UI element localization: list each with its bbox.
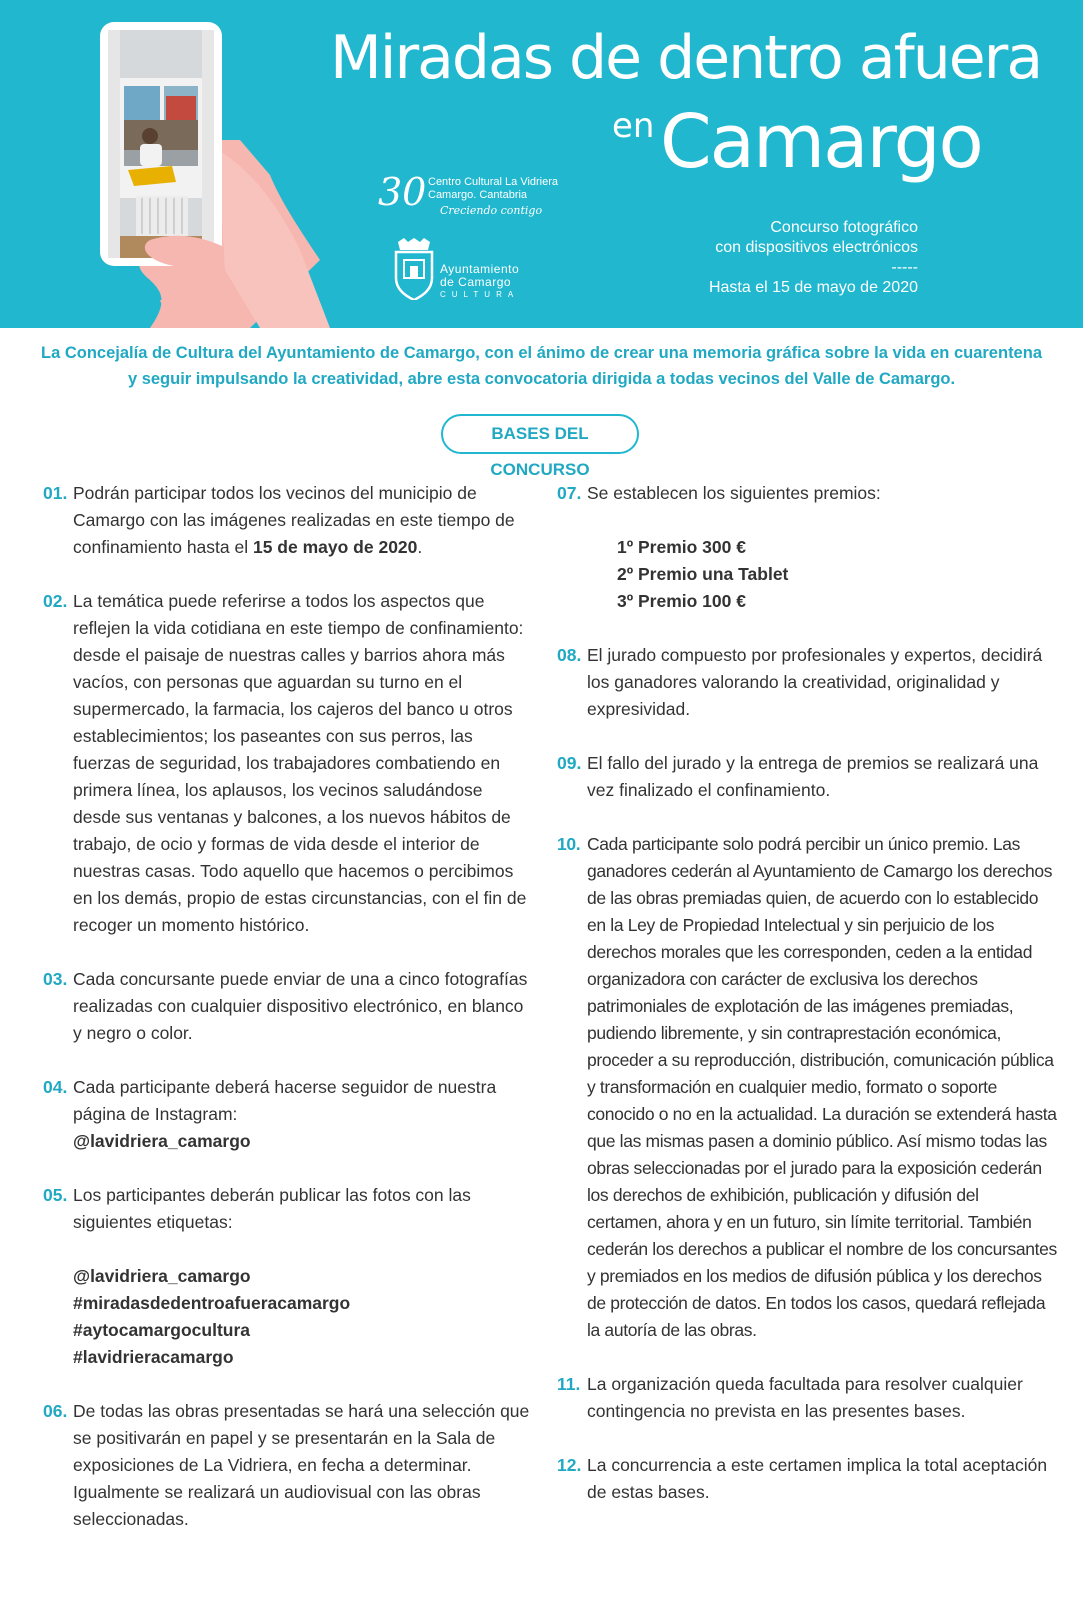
vidriera-logo-line2: Camargo. Cantabria — [428, 189, 528, 201]
vidriera-logo-number: 30 — [378, 170, 427, 214]
hashtag: #aytocamargocultura — [73, 1320, 251, 1340]
rule-07 — [557, 480, 1057, 615]
title-line-1: Miradas de dentro afuera — [330, 23, 1042, 93]
rule-number: 03. — [43, 969, 68, 989]
rule-number: 01. — [43, 483, 68, 503]
rule-05 — [43, 1182, 533, 1371]
ayto-logo-line1: Ayuntamiento — [440, 262, 520, 276]
rule-number: 12. — [557, 1455, 582, 1475]
subtitle-line-2: con dispositivos electrónicos — [715, 239, 918, 256]
hashtag: #miradasdedentroafueracamargo — [73, 1293, 351, 1313]
rule-09 — [557, 750, 1057, 804]
hashtag-list — [73, 1263, 533, 1371]
rule-10 — [557, 831, 1057, 1344]
subtitle-date: Hasta el 15 de mayo de 2020 — [708, 279, 918, 296]
ayuntamiento-logo — [392, 238, 542, 302]
rule-number: 02. — [43, 591, 68, 611]
rule-text: La temática puede referirse a todos los aspectos que reflejen la vida cotidiana en este tiempo de confinamiento: desde el paisaje de nuestras calles y barrios ahora más vacíos, con personas que aguardan su turno en el supermercado, la farmacia, los cajeros del banco u otros establecimientos; los paseantes con sus perros, las fuerzas de seguridad, los trabajadores combatiendo en primera línea, los aplausos, los vecinos saludándose desde sus ventanas y balcones, a los nuevos hábitos de trabajo, de ocio y formas de vida desde el interior de nuestras casas. Todo aquello que hacemos o percibimos en los demás, propio de estas circunstancias, con el fin de recoger un momento histórico. — [73, 591, 527, 935]
rule-text: Cada concursante puede enviar de una a cinco fotografías realizadas con cualquier dispositivo electrónico, en blanco y negro o color. — [73, 969, 528, 1043]
rule-text-part: Podrán participar todos los vecinos del municipio de Camargo con las imágenes realizadas en este tiempo de confinamiento hasta el — [73, 483, 515, 557]
rule-08 — [557, 642, 1057, 723]
rule-03 — [43, 966, 533, 1047]
rule-12 — [557, 1452, 1057, 1506]
rule-number: 05. — [43, 1185, 68, 1205]
instagram-handle: @lavidriera_camargo — [73, 1131, 251, 1151]
ayto-logo-line3: CULTURA — [440, 290, 520, 299]
hashtag: #lavidrieracamargo — [73, 1347, 234, 1367]
prize-first: 1º Premio 300 € — [617, 537, 746, 557]
rule-01 — [43, 480, 533, 561]
rule-number: 08. — [557, 645, 582, 665]
subtitle-block — [709, 218, 918, 298]
intro-line-1: La Concejalía de Cultura del Ayuntamiento de Camargo, con el ánimo de crear una memoria gráfica sobre la vida en cuarentena — [41, 344, 1042, 362]
rule-text: El jurado compuesto por profesionales y expertos, decidirá los ganadores valorando la creatividad, originalidad y expresividad. — [587, 645, 1043, 719]
bases-heading: BASES DEL CONCURSO — [441, 414, 639, 454]
subtitle-line-1: Concurso fotográfico — [770, 219, 918, 236]
rule-number: 04. — [43, 1077, 68, 1097]
rule-deadline: 15 de mayo de 2020 — [252, 537, 418, 557]
rule-number: 06. — [43, 1401, 68, 1421]
rule-text: La organización queda facultada para resolver cualquier contingencia no prevista en las presentes bases. — [587, 1374, 1023, 1421]
intro-line-2: y seguir impulsando la creatividad, abre esta convocatoria dirigida a todas vecinos del Valle de Camargo. — [127, 370, 956, 388]
rule-04 — [43, 1074, 533, 1155]
rule-text: Se establecen los siguientes premios: — [587, 483, 881, 503]
header-banner — [0, 0, 1083, 328]
rule-text: Cada participante deberá hacerse seguidor de nuestra página de Instagram: — [73, 1077, 497, 1124]
rule-text — [73, 480, 533, 561]
rule-06 — [43, 1398, 533, 1533]
rule-text: De todas las obras presentadas se hará una selección que se positivarán en papel y se presentarán en la Sala de exposiciones de La Vidriera, en fecha a determinar. Igualmente se realizará un audiovisual con las obras seleccionadas. — [73, 1401, 530, 1529]
prize-third: 3º Premio 100 € — [617, 591, 746, 611]
rule-text: La concurrencia a este certamen implica la total aceptación de estas bases. — [587, 1455, 1048, 1502]
vidriera-logo-line3: Creciendo contigo — [440, 204, 543, 217]
rule-number: 09. — [557, 753, 582, 773]
rule-text: Cada participante solo podrá percibir un único premio. Las ganadores cederán al Ayuntamiento de Camargo los derechos de las obras premiadas quien, de acuerdo con lo establecido en la Ley de Propiedad Intelectual y sin perjuicio de los derechos morales que les corresponden, ceden a la entidad organizadora con carácter de exclusiva los derechos patrimoniales de explotación de las imágenes premiadas, pudiendo libremente, y sin contraprestación económica, proceder a su reproducción, distribución, comunicación pública y transformación en cualquier medio, formato o soporte conocido o no en la actualidad. La duración se extenderá hasta que las mismas pasen a dominio público. Así mismo todas las obras seleccionadas por el jurado para la exposición cederán los derechos de exhibición, publicación y difusión del certamen, ahora y en un futuro, sin límite territorial. También cederán los derechos a publicar el nombre de los concursantes y premiados en los medios de difusión pública y los derechos de protección de datos. En todos los casos, quedará reflejada la autoría de las obras. — [587, 834, 1057, 1340]
coat-of-arms-icon — [392, 238, 436, 300]
prize-second: 2º Premio una Tablet — [617, 564, 789, 584]
vidriera-logo-line1: Centro Cultural La Vidriera — [428, 176, 559, 188]
vidriera-logo — [378, 170, 559, 230]
rules-column-right — [557, 480, 1057, 1533]
title-line-2: Camargo — [660, 99, 982, 185]
phone-in-hand-illustration — [0, 0, 340, 328]
prize-list — [587, 534, 1057, 615]
rule-02 — [43, 588, 533, 939]
rule-text: Los participantes deberán publicar las fotos con las siguientes etiquetas: — [73, 1185, 471, 1232]
rule-number: 07. — [557, 483, 582, 503]
subtitle-separator: ----- — [891, 259, 918, 276]
rule-number: 11. — [557, 1374, 581, 1394]
rule-number: 10. — [557, 834, 581, 854]
rule-11 — [557, 1371, 1057, 1425]
ayto-logo-line2: de Camargo — [440, 275, 512, 289]
rule-text: El fallo del jurado y la entrega de premios se realizará una vez finalizado el confinamiento. — [587, 753, 1039, 800]
hashtag: @lavidriera_camargo — [73, 1266, 251, 1286]
intro-text — [30, 340, 1053, 392]
rule-text-end: . — [417, 537, 423, 557]
title-en: en — [612, 106, 655, 146]
rules-column-left — [43, 480, 533, 1560]
